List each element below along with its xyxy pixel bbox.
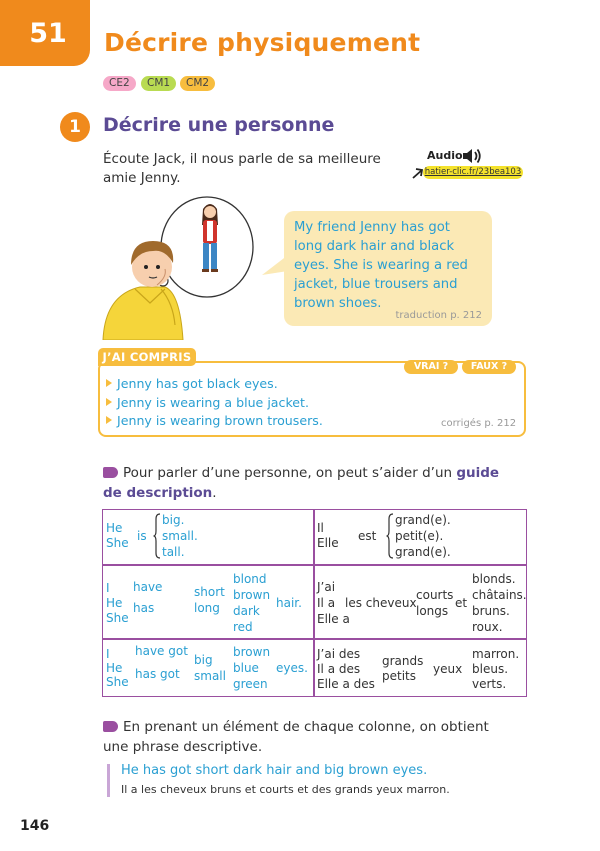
bullet-triangle-icon xyxy=(106,398,112,406)
false-label: FAUX ? xyxy=(462,360,516,374)
grid-cell: brown xyxy=(233,588,271,602)
grid-cell: He xyxy=(106,661,123,675)
grid-cell: marron. xyxy=(472,647,520,661)
grid-cell: dark xyxy=(233,604,260,618)
grid-cell: blond xyxy=(233,572,267,586)
speech-bubble xyxy=(284,211,492,326)
grid-cell: big xyxy=(194,653,213,667)
grid-cell: have xyxy=(133,580,163,594)
audio-widget[interactable] xyxy=(420,147,523,181)
grid-cell: châtains. xyxy=(472,588,527,602)
grid-cell: have got xyxy=(135,644,188,658)
grid-cell: verts. xyxy=(472,677,507,691)
quiz-item: Jenny is wearing a blue jacket. xyxy=(106,395,309,410)
grid-cell: J’ai xyxy=(317,580,336,594)
grid-cell: tall. xyxy=(162,545,185,559)
grid-cell: Elle a xyxy=(317,612,350,626)
example-french: Il a les cheveux bruns et courts et des grands yeux marron. xyxy=(121,783,450,796)
grid-cell: I xyxy=(106,581,110,595)
grid-cell: eyes. xyxy=(276,661,308,675)
grid-cell: small xyxy=(194,669,226,683)
description-grid xyxy=(102,509,527,697)
grid-cell: blue xyxy=(233,661,259,675)
chapter-number: 51 xyxy=(0,0,90,66)
grid-cell: short xyxy=(194,585,225,599)
grid-cell: I xyxy=(106,647,110,661)
guide-intro: Pour parler d’une personne, on peut s’aider d’un guide de description. xyxy=(103,465,500,501)
grid-cell: hair. xyxy=(276,596,302,610)
brace-icon xyxy=(386,513,394,559)
grid-cell: bruns. xyxy=(472,604,510,618)
grid-cell: She xyxy=(106,611,129,625)
grid-cell: bleus. xyxy=(472,662,509,676)
grid-cell: Il a xyxy=(317,596,336,610)
speech-text: My friend Jenny has got long dark hair and black eyes. She is wearing a red jacket, blue trousers and brown shoes. xyxy=(294,220,468,311)
grid-cell: courts xyxy=(416,588,454,602)
grid-cell: petit(e). xyxy=(395,529,444,543)
grid-cell: has got xyxy=(135,667,180,681)
level-badge-cm1: CM1 xyxy=(141,76,176,91)
section-number: 1 xyxy=(60,112,90,142)
grid-cell: est xyxy=(358,529,377,543)
grid-cell: grands xyxy=(382,654,424,668)
grid-cell: grand(e). xyxy=(395,545,451,559)
example-bar xyxy=(107,764,110,797)
grid-cell: brown xyxy=(233,645,271,659)
grid-cell: Elle xyxy=(317,536,339,550)
grid-cell: He xyxy=(106,521,123,535)
grid-cell: Il a des xyxy=(317,662,361,676)
grid-cell: She xyxy=(106,536,129,550)
example-intro: En prenant un élément de chaque colonne, on obtient une phrase descriptive. xyxy=(103,719,489,755)
true-label: VRAI ? xyxy=(404,360,458,374)
chapter-title: Décrire physiquement xyxy=(104,28,421,57)
grid-cell: Il xyxy=(317,521,324,535)
page-number: 146 xyxy=(20,818,50,834)
grid-cell: yeux xyxy=(433,662,463,676)
grid-cell: big. xyxy=(162,513,185,527)
grid-cell: roux. xyxy=(472,620,503,634)
speaker-icon[interactable] xyxy=(461,147,483,165)
answers-reference: corrigés p. 212 xyxy=(441,418,517,429)
brace-icon xyxy=(153,513,161,559)
example-english: He has got short dark hair and big brown eyes. xyxy=(121,763,428,778)
bullet-triangle-icon xyxy=(106,416,112,424)
grid-cell: les cheveux xyxy=(345,596,417,610)
grid-cell: small. xyxy=(162,529,198,543)
grid-cell: J’ai des xyxy=(317,647,361,661)
grid-cell: is xyxy=(137,529,147,543)
boy-thinking-illustration xyxy=(95,185,285,340)
grid-cell: longs xyxy=(416,604,449,618)
section-intro: Écoute Jack, il nous parle de sa meilleure amie Jenny. xyxy=(103,151,381,186)
audio-link[interactable]: hatier-clic.fr/23bea103 xyxy=(424,167,522,177)
grid-cell: petits xyxy=(382,669,416,683)
section-title: Décrire une personne xyxy=(103,114,335,136)
audio-label: Audio xyxy=(427,149,463,162)
grid-cell: blonds. xyxy=(472,572,516,586)
quiz-item: Jenny is wearing brown trousers. xyxy=(106,413,323,428)
grid-cell: He xyxy=(106,596,123,610)
bullet-triangle-icon xyxy=(106,379,112,387)
grid-cell: Elle a des xyxy=(317,677,375,691)
translation-reference: traduction p. 212 xyxy=(395,310,482,321)
grid-cell: red xyxy=(233,620,253,634)
grid-cell: has xyxy=(133,601,155,615)
grid-cell: et xyxy=(455,596,468,610)
level-badge-cm2: CM2 xyxy=(180,76,215,91)
grid-cell: She xyxy=(106,675,129,689)
level-badge-ce2: CE2 xyxy=(103,76,136,91)
section-marker-icon xyxy=(103,467,118,478)
section-marker-icon xyxy=(103,721,118,732)
quiz-title: J’AI COMPRIS xyxy=(98,348,196,366)
grid-cell: grand(e). xyxy=(395,513,451,527)
quiz-item: Jenny has got black eyes. xyxy=(106,376,278,391)
grid-cell: green xyxy=(233,677,268,691)
grid-cell: long xyxy=(194,601,220,615)
